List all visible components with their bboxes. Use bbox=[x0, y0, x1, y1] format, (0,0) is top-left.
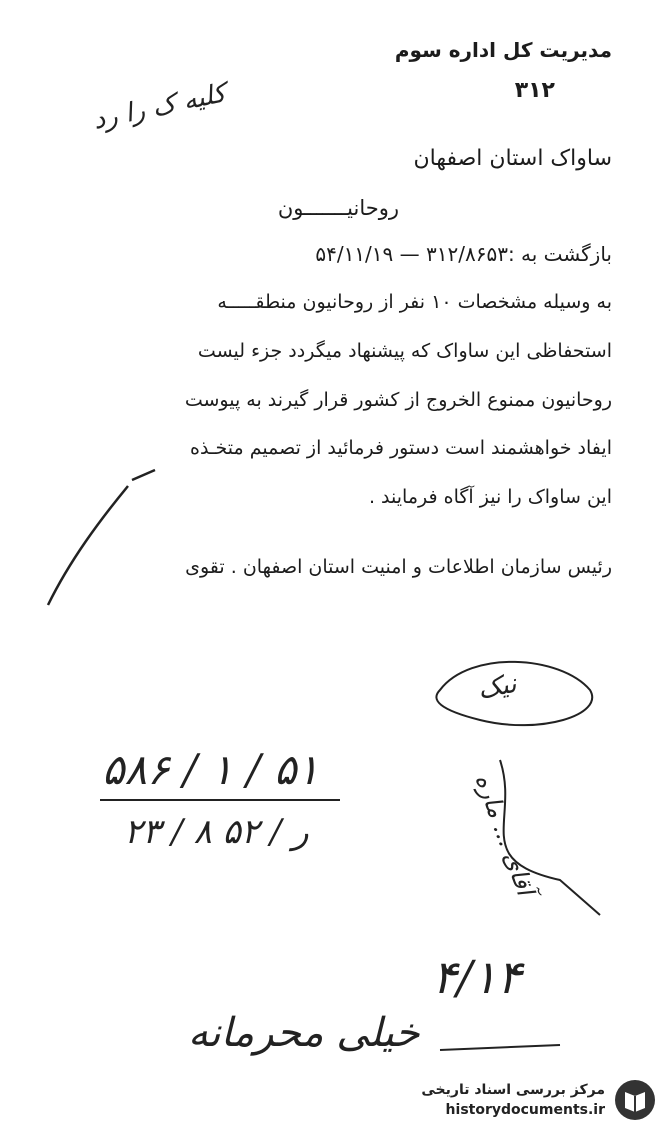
header-number: ۳۱۲ bbox=[514, 78, 555, 103]
body-line: استحفاظی این ساواک که پیشنهاد میگردد جزء لیست bbox=[197, 340, 612, 362]
date-note: ۴/۱۴ bbox=[432, 950, 522, 1004]
bottom-note: خیلی محرمانه bbox=[188, 1010, 420, 1056]
body-line: روحانیون ممنوع الخروج از کشور قرار گیرند به پیوست bbox=[184, 389, 612, 411]
book-logo-icon bbox=[613, 1078, 657, 1122]
file-number-note: ۵۸۶ / ۱ / ۵۱ bbox=[102, 745, 320, 794]
subject: روحانیـــــــون bbox=[277, 196, 399, 220]
watermark-text bbox=[421, 1080, 605, 1120]
body-line: ایفاد خواهشمند است دستور فرمائید از تصمیم متخـذه bbox=[190, 437, 612, 459]
handwritten-top-note: کلیه ک را رد bbox=[90, 78, 229, 136]
reference-line: بازگشت به :۳۱۲/۸۶۵۳ — ۵۴/۱۱/۱۹ bbox=[315, 242, 612, 266]
file-number-note-2: ۲۳ / ۸ ر / ۵۲ bbox=[124, 812, 309, 852]
bottom-underline bbox=[440, 1045, 560, 1050]
department-header: مدیریت کل اداره سوم bbox=[394, 38, 612, 62]
recipient: ساواک استان اصفهان bbox=[413, 146, 612, 171]
signature-slash bbox=[48, 470, 155, 605]
body-line: به وسیله مشخصات ۱۰ نفر از روحانیون منطقـــــه bbox=[217, 291, 612, 313]
archive-watermark bbox=[377, 1071, 657, 1129]
stamp-note: نیک bbox=[475, 668, 519, 706]
signature-line: رئیس سازمان اطلاعات و امنیت استان اصفهان . تقوی bbox=[185, 556, 612, 578]
side-note: آقای ... ماره bbox=[469, 770, 540, 899]
body-line: این ساواک را نیز آگاه فرمایند . bbox=[368, 486, 612, 508]
archive-website: historydocuments.ir bbox=[445, 1102, 605, 1118]
archive-name: مرکز بررسی اسناد تاریخی bbox=[421, 1082, 605, 1098]
